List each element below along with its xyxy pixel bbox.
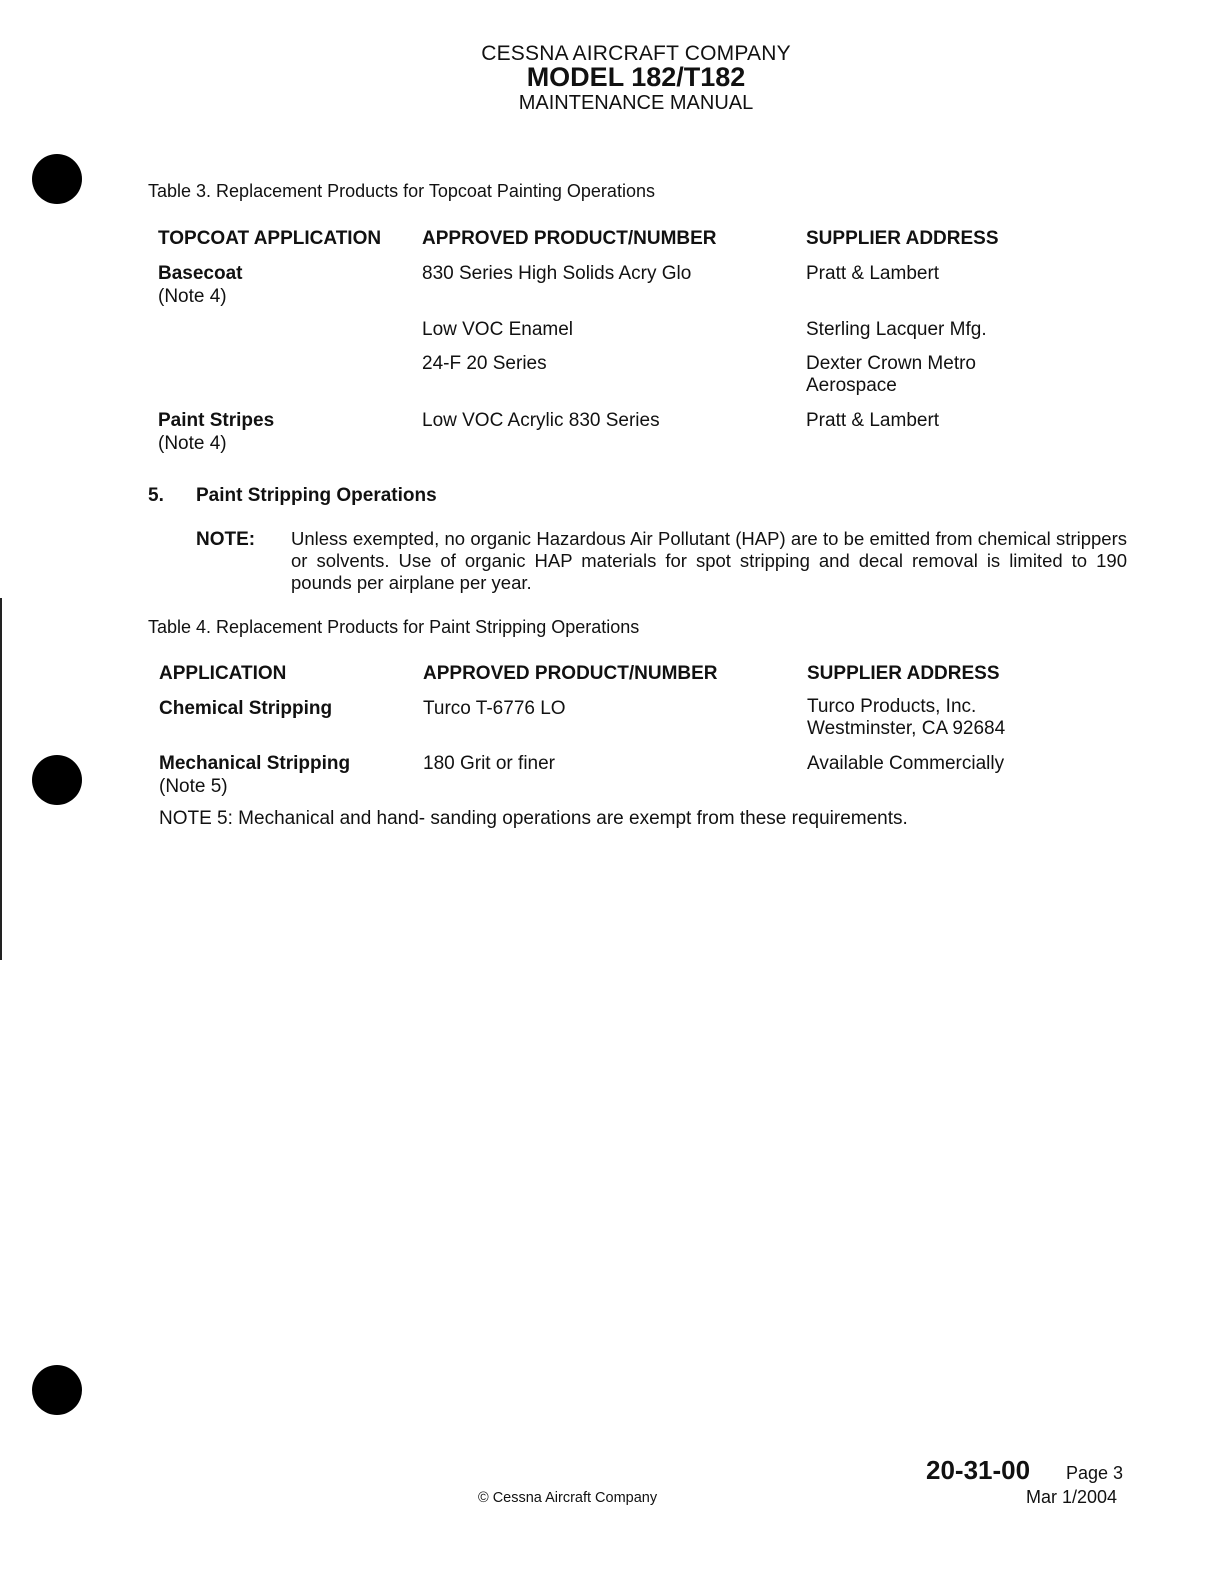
table3-header-supplier: SUPPLIER ADDRESS xyxy=(806,228,999,249)
scan-edge-mark xyxy=(0,598,2,960)
table3-row3-product: 24-F 20 Series xyxy=(422,353,547,374)
table3-row4-note: (Note 4) xyxy=(158,433,227,454)
table3-row4-product: Low VOC Acrylic 830 Series xyxy=(422,410,660,431)
table4-row1-product: Turco T-6776 LO xyxy=(423,698,566,719)
table3-row4-supplier: Pratt & Lambert xyxy=(806,410,940,431)
section-heading xyxy=(148,485,437,507)
binder-hole-bottom xyxy=(32,1365,82,1415)
table4-row2-application: Mechanical Stripping xyxy=(159,753,351,774)
binder-hole-middle xyxy=(32,755,82,805)
binder-hole-top xyxy=(32,154,82,204)
section-number: 5. xyxy=(148,485,164,506)
table4-row2-supplier: Available Commercially xyxy=(807,753,1005,774)
footer-document-number: 20-31-00 xyxy=(926,1455,1031,1485)
header-model: MODEL 182/T182 xyxy=(526,62,746,92)
table4-header-application: APPLICATION xyxy=(159,663,287,684)
table4-footnote: NOTE 5: Mechanical and hand- sanding operations are exempt from these requirements. xyxy=(159,808,908,829)
table4-row2-product: 180 Grit or finer xyxy=(423,753,555,774)
table4-header-product: APPROVED PRODUCT/NUMBER xyxy=(423,663,718,684)
table3-header-product: APPROVED PRODUCT/NUMBER xyxy=(422,228,717,249)
table3-caption: Table 3. Replacement Products for Topcoat Painting Operations xyxy=(148,181,655,201)
table3-row2-supplier: Sterling Lacquer Mfg. xyxy=(806,319,987,340)
table3-row1-supplier: Pratt & Lambert xyxy=(806,263,940,284)
header-manual: MAINTENANCE MANUAL xyxy=(518,92,754,114)
note-text: Unless exempted, no organic Hazardous Air Pollutant (HAP) are to be emitted from chemical strippers or solvents. Use of organic HAP materials for spot stripping and decal removal is limited to 190 pounds per airplane per year. xyxy=(291,528,1127,593)
table4-row1-application: Chemical Stripping xyxy=(159,698,333,719)
table3-row2-product: Low VOC Enamel xyxy=(422,319,574,340)
table3-header-application: TOPCOAT APPLICATION xyxy=(158,228,382,249)
table4-header-supplier: SUPPLIER ADDRESS xyxy=(807,663,1000,684)
table4-row2-note: (Note 5) xyxy=(159,776,228,797)
footer-revision-date: Mar 1/2004 xyxy=(1026,1487,1118,1507)
table3-row1-note: (Note 4) xyxy=(158,286,227,307)
table4-caption: Table 4. Replacement Products for Paint Stripping Operations xyxy=(148,617,640,637)
header-company: CESSNA AIRCRAFT COMPANY xyxy=(481,42,791,65)
footer-page-number: Page 3 xyxy=(1066,1463,1124,1483)
table3-row1-application: Basecoat xyxy=(158,263,243,284)
table4-row1-supplier-line2: Westminster, CA 92684 xyxy=(807,718,1006,739)
note-label: NOTE: xyxy=(196,529,256,550)
footer-copyright: © Cessna Aircraft Company xyxy=(478,1490,658,1506)
table3-row3-supplier-line2: Aerospace xyxy=(806,375,897,396)
section-title: Paint Stripping Operations xyxy=(196,485,437,506)
table3-row3-supplier: Dexter Crown Metro xyxy=(806,353,976,374)
table3-row4-application: Paint Stripes xyxy=(158,410,275,431)
table4-row1-supplier: Turco Products, Inc. xyxy=(807,696,977,717)
table3-row1-product: 830 Series High Solids Acry Glo xyxy=(422,263,692,284)
